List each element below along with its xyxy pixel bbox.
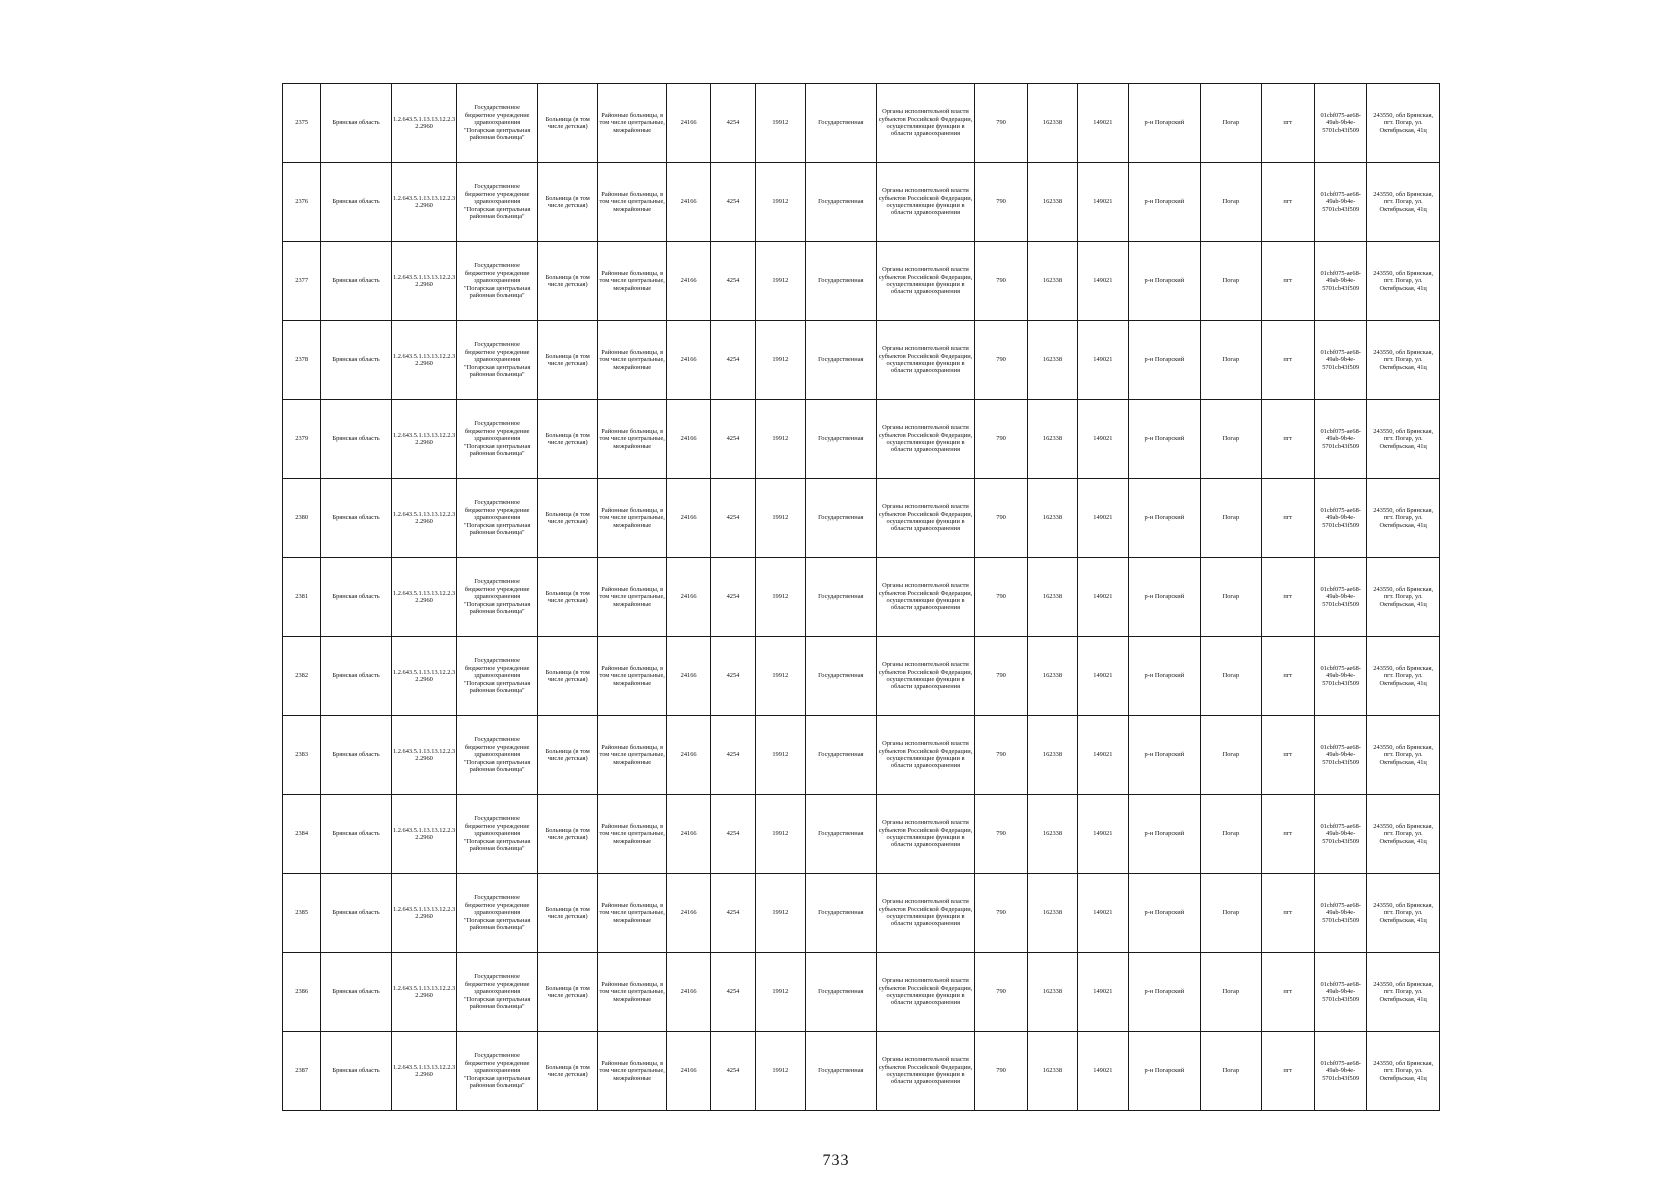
cell-subtype: Районные больницы, в том числе центральные, межрайонные: [598, 479, 667, 558]
table-row: [283, 637, 1440, 716]
cell-code-b: 4254: [711, 795, 755, 874]
cell-code: 1.2.643.5.1.13.13.12.2.32.2960: [391, 1032, 457, 1111]
cell-code: 1.2.643.5.1.13.13.12.2.32.2960: [391, 953, 457, 1032]
cell-region: Брянская область: [321, 1032, 392, 1111]
cell-guid: 01cbf075-ae68-49ab-9b4e-5701cb43f509: [1314, 163, 1366, 242]
cell-district: р-н Погарский: [1128, 558, 1201, 637]
cell-ownership: Государственная: [806, 1032, 877, 1111]
cell-locality-type: пгт: [1261, 163, 1314, 242]
cell-ownership: Государственная: [806, 84, 877, 163]
cell-district: р-н Погарский: [1128, 84, 1201, 163]
cell-code-f: 149021: [1078, 874, 1128, 953]
cell-region: Брянская область: [321, 479, 392, 558]
table-row: [283, 479, 1440, 558]
cell-region: Брянская область: [321, 242, 392, 321]
cell-org-type: Больница (в том числе детская): [537, 400, 597, 479]
cell-code-a: 24166: [666, 558, 710, 637]
cell-code-c: 19912: [755, 321, 805, 400]
cell-code-c: 19912: [755, 716, 805, 795]
cell-code-d: 790: [975, 321, 1027, 400]
cell-org-name: Государственное бюджетное учреждение здравоохранения "Погарская центральная районная больница": [457, 716, 538, 795]
row-number: 2375: [283, 84, 321, 163]
registry-table: [282, 83, 1440, 1111]
cell-ownership: Государственная: [806, 242, 877, 321]
cell-code-d: 790: [975, 84, 1027, 163]
cell-org-type: Больница (в том числе детская): [537, 321, 597, 400]
cell-code-b: 4254: [711, 84, 755, 163]
cell-authority: Органы исполнительной власти субъектов Российской Федерации, осуществляющие функции в области здравоохранения: [876, 953, 975, 1032]
cell-region: Брянская область: [321, 321, 392, 400]
cell-authority: Органы исполнительной власти субъектов Российской Федерации, осуществляющие функции в области здравоохранения: [876, 716, 975, 795]
cell-authority: Органы исполнительной власти субъектов Российской Федерации, осуществляющие функции в области здравоохранения: [876, 479, 975, 558]
cell-org-name: Государственное бюджетное учреждение здравоохранения "Погарская центральная районная больница": [457, 242, 538, 321]
cell-code-d: 790: [975, 242, 1027, 321]
cell-code-d: 790: [975, 400, 1027, 479]
cell-ownership: Государственная: [806, 321, 877, 400]
cell-locality-type: пгт: [1261, 321, 1314, 400]
cell-ownership: Государственная: [806, 479, 877, 558]
table-row: [283, 874, 1440, 953]
cell-code-c: 19912: [755, 400, 805, 479]
row-number: 2378: [283, 321, 321, 400]
cell-authority: Органы исполнительной власти субъектов Российской Федерации, осуществляющие функции в области здравоохранения: [876, 242, 975, 321]
cell-org-type: Больница (в том числе детская): [537, 558, 597, 637]
cell-code-f: 149021: [1078, 558, 1128, 637]
cell-address: 243550, обл Брянская, пгт. Погар, ул. Октябрьская, 41ц: [1367, 795, 1440, 874]
cell-code-b: 4254: [711, 163, 755, 242]
cell-locality-type: пгт: [1261, 400, 1314, 479]
cell-region: Брянская область: [321, 716, 392, 795]
cell-code-b: 4254: [711, 716, 755, 795]
cell-ownership: Государственная: [806, 163, 877, 242]
cell-code-a: 24166: [666, 716, 710, 795]
cell-code-a: 24166: [666, 479, 710, 558]
cell-code-f: 149021: [1078, 1032, 1128, 1111]
cell-locality-type: пгт: [1261, 1032, 1314, 1111]
cell-locality: Погар: [1201, 558, 1261, 637]
cell-subtype: Районные больницы, в том числе центральные, межрайонные: [598, 1032, 667, 1111]
cell-code-e: 162338: [1027, 242, 1077, 321]
cell-locality: Погар: [1201, 163, 1261, 242]
cell-address: 243550, обл Брянская, пгт. Погар, ул. Октябрьская, 41ц: [1367, 242, 1440, 321]
cell-code-c: 19912: [755, 558, 805, 637]
cell-district: р-н Погарский: [1128, 637, 1201, 716]
cell-subtype: Районные больницы, в том числе центральные, межрайонные: [598, 84, 667, 163]
cell-authority: Органы исполнительной власти субъектов Российской Федерации, осуществляющие функции в области здравоохранения: [876, 795, 975, 874]
cell-subtype: Районные больницы, в том числе центральные, межрайонные: [598, 163, 667, 242]
cell-district: р-н Погарский: [1128, 716, 1201, 795]
cell-address: 243550, обл Брянская, пгт. Погар, ул. Октябрьская, 41ц: [1367, 163, 1440, 242]
cell-locality-type: пгт: [1261, 874, 1314, 953]
cell-guid: 01cbf075-ae68-49ab-9b4e-5701cb43f509: [1314, 84, 1366, 163]
cell-code: 1.2.643.5.1.13.13.12.2.32.2960: [391, 84, 457, 163]
cell-district: р-н Погарский: [1128, 242, 1201, 321]
table-row: [283, 84, 1440, 163]
cell-org-name: Государственное бюджетное учреждение здравоохранения "Погарская центральная районная больница": [457, 795, 538, 874]
cell-org-type: Больница (в том числе детская): [537, 637, 597, 716]
cell-code-a: 24166: [666, 953, 710, 1032]
cell-region: Брянская область: [321, 795, 392, 874]
table-row: [283, 795, 1440, 874]
cell-code: 1.2.643.5.1.13.13.12.2.32.2960: [391, 400, 457, 479]
cell-locality: Погар: [1201, 84, 1261, 163]
cell-district: р-н Погарский: [1128, 479, 1201, 558]
cell-code-f: 149021: [1078, 163, 1128, 242]
cell-code-c: 19912: [755, 242, 805, 321]
cell-org-name: Государственное бюджетное учреждение здравоохранения "Погарская центральная районная больница": [457, 953, 538, 1032]
cell-guid: 01cbf075-ae68-49ab-9b4e-5701cb43f509: [1314, 637, 1366, 716]
cell-code-a: 24166: [666, 321, 710, 400]
cell-code: 1.2.643.5.1.13.13.12.2.32.2960: [391, 321, 457, 400]
cell-code-b: 4254: [711, 637, 755, 716]
table-row: [283, 953, 1440, 1032]
cell-district: р-н Погарский: [1128, 1032, 1201, 1111]
table-row: [283, 1032, 1440, 1111]
cell-address: 243550, обл Брянская, пгт. Погар, ул. Октябрьская, 41ц: [1367, 479, 1440, 558]
cell-district: р-н Погарский: [1128, 163, 1201, 242]
cell-authority: Органы исполнительной власти субъектов Российской Федерации, осуществляющие функции в области здравоохранения: [876, 321, 975, 400]
cell-region: Брянская область: [321, 400, 392, 479]
cell-locality-type: пгт: [1261, 242, 1314, 321]
registry-rows: [283, 84, 1440, 1111]
cell-code-c: 19912: [755, 637, 805, 716]
cell-org-type: Больница (в том числе детская): [537, 163, 597, 242]
cell-guid: 01cbf075-ae68-49ab-9b4e-5701cb43f509: [1314, 558, 1366, 637]
cell-code-b: 4254: [711, 953, 755, 1032]
cell-code-f: 149021: [1078, 479, 1128, 558]
cell-locality: Погар: [1201, 479, 1261, 558]
cell-locality: Погар: [1201, 795, 1261, 874]
row-number: 2380: [283, 479, 321, 558]
table-row: [283, 400, 1440, 479]
cell-code-e: 162338: [1027, 637, 1077, 716]
cell-code-b: 4254: [711, 874, 755, 953]
cell-guid: 01cbf075-ae68-49ab-9b4e-5701cb43f509: [1314, 400, 1366, 479]
cell-code-f: 149021: [1078, 321, 1128, 400]
cell-code-a: 24166: [666, 242, 710, 321]
cell-locality-type: пгт: [1261, 716, 1314, 795]
cell-address: 243550, обл Брянская, пгт. Погар, ул. Октябрьская, 41ц: [1367, 716, 1440, 795]
registry-sheet: [282, 83, 1440, 1111]
table-row: [283, 163, 1440, 242]
cell-code-e: 162338: [1027, 953, 1077, 1032]
cell-code-d: 790: [975, 953, 1027, 1032]
cell-address: 243550, обл Брянская, пгт. Погар, ул. Октябрьская, 41ц: [1367, 558, 1440, 637]
cell-code-d: 790: [975, 1032, 1027, 1111]
cell-code: 1.2.643.5.1.13.13.12.2.32.2960: [391, 637, 457, 716]
cell-code: 1.2.643.5.1.13.13.12.2.32.2960: [391, 558, 457, 637]
cell-district: р-н Погарский: [1128, 400, 1201, 479]
cell-code: 1.2.643.5.1.13.13.12.2.32.2960: [391, 874, 457, 953]
row-number: 2379: [283, 400, 321, 479]
cell-org-name: Государственное бюджетное учреждение здравоохранения "Погарская центральная районная больница": [457, 400, 538, 479]
cell-ownership: Государственная: [806, 637, 877, 716]
table-row: [283, 321, 1440, 400]
cell-subtype: Районные больницы, в том числе центральные, межрайонные: [598, 321, 667, 400]
cell-code-c: 19912: [755, 874, 805, 953]
cell-code-e: 162338: [1027, 479, 1077, 558]
cell-code-f: 149021: [1078, 400, 1128, 479]
cell-locality: Погар: [1201, 716, 1261, 795]
cell-code-a: 24166: [666, 1032, 710, 1111]
cell-district: р-н Погарский: [1128, 953, 1201, 1032]
table-row: [283, 242, 1440, 321]
cell-region: Брянская область: [321, 84, 392, 163]
cell-org-name: Государственное бюджетное учреждение здравоохранения "Погарская центральная районная больница": [457, 637, 538, 716]
cell-code-e: 162338: [1027, 874, 1077, 953]
cell-subtype: Районные больницы, в том числе центральные, межрайонные: [598, 953, 667, 1032]
cell-code-d: 790: [975, 795, 1027, 874]
table-row: [283, 558, 1440, 637]
cell-code-d: 790: [975, 874, 1027, 953]
cell-code-b: 4254: [711, 321, 755, 400]
cell-region: Брянская область: [321, 953, 392, 1032]
cell-org-type: Больница (в том числе детская): [537, 242, 597, 321]
cell-district: р-н Погарский: [1128, 874, 1201, 953]
cell-ownership: Государственная: [806, 400, 877, 479]
cell-authority: Органы исполнительной власти субъектов Российской Федерации, осуществляющие функции в области здравоохранения: [876, 163, 975, 242]
cell-ownership: Государственная: [806, 874, 877, 953]
cell-org-type: Больница (в том числе детская): [537, 716, 597, 795]
cell-subtype: Районные больницы, в том числе центральные, межрайонные: [598, 795, 667, 874]
cell-code-a: 24166: [666, 400, 710, 479]
cell-locality: Погар: [1201, 637, 1261, 716]
cell-code-b: 4254: [711, 479, 755, 558]
cell-code: 1.2.643.5.1.13.13.12.2.32.2960: [391, 242, 457, 321]
cell-code-c: 19912: [755, 953, 805, 1032]
cell-code-a: 24166: [666, 874, 710, 953]
cell-code-b: 4254: [711, 558, 755, 637]
cell-code-f: 149021: [1078, 637, 1128, 716]
cell-code-c: 19912: [755, 795, 805, 874]
cell-guid: 01cbf075-ae68-49ab-9b4e-5701cb43f509: [1314, 716, 1366, 795]
cell-locality-type: пгт: [1261, 637, 1314, 716]
cell-guid: 01cbf075-ae68-49ab-9b4e-5701cb43f509: [1314, 795, 1366, 874]
cell-locality: Погар: [1201, 400, 1261, 479]
cell-locality-type: пгт: [1261, 558, 1314, 637]
cell-address: 243550, обл Брянская, пгт. Погар, ул. Октябрьская, 41ц: [1367, 321, 1440, 400]
cell-subtype: Районные больницы, в том числе центральные, межрайонные: [598, 637, 667, 716]
cell-ownership: Государственная: [806, 953, 877, 1032]
cell-code-c: 19912: [755, 479, 805, 558]
cell-address: 243550, обл Брянская, пгт. Погар, ул. Октябрьская, 41ц: [1367, 400, 1440, 479]
cell-subtype: Районные больницы, в том числе центральные, межрайонные: [598, 558, 667, 637]
cell-guid: 01cbf075-ae68-49ab-9b4e-5701cb43f509: [1314, 479, 1366, 558]
row-number: 2382: [283, 637, 321, 716]
cell-code: 1.2.643.5.1.13.13.12.2.32.2960: [391, 163, 457, 242]
cell-code-e: 162338: [1027, 400, 1077, 479]
cell-org-type: Больница (в том числе детская): [537, 795, 597, 874]
cell-code-d: 790: [975, 163, 1027, 242]
cell-code-e: 162338: [1027, 321, 1077, 400]
cell-code-c: 19912: [755, 163, 805, 242]
cell-code-a: 24166: [666, 163, 710, 242]
cell-code-d: 790: [975, 479, 1027, 558]
cell-region: Брянская область: [321, 874, 392, 953]
cell-code-b: 4254: [711, 400, 755, 479]
cell-code-e: 162338: [1027, 84, 1077, 163]
cell-org-type: Больница (в том числе детская): [537, 479, 597, 558]
cell-code-e: 162338: [1027, 716, 1077, 795]
cell-district: р-н Погарский: [1128, 321, 1201, 400]
cell-ownership: Государственная: [806, 795, 877, 874]
cell-locality: Погар: [1201, 953, 1261, 1032]
cell-authority: Органы исполнительной власти субъектов Российской Федерации, осуществляющие функции в области здравоохранения: [876, 400, 975, 479]
cell-code-a: 24166: [666, 637, 710, 716]
cell-locality: Погар: [1201, 874, 1261, 953]
cell-subtype: Районные больницы, в том числе центральные, межрайонные: [598, 242, 667, 321]
cell-code-c: 19912: [755, 1032, 805, 1111]
cell-code: 1.2.643.5.1.13.13.12.2.32.2960: [391, 479, 457, 558]
cell-code: 1.2.643.5.1.13.13.12.2.32.2960: [391, 795, 457, 874]
row-number: 2386: [283, 953, 321, 1032]
cell-authority: Органы исполнительной власти субъектов Российской Федерации, осуществляющие функции в области здравоохранения: [876, 637, 975, 716]
cell-code-d: 790: [975, 716, 1027, 795]
row-number: 2383: [283, 716, 321, 795]
cell-code-f: 149021: [1078, 242, 1128, 321]
cell-org-type: Больница (в том числе детская): [537, 1032, 597, 1111]
cell-authority: Органы исполнительной власти субъектов Российской Федерации, осуществляющие функции в области здравоохранения: [876, 874, 975, 953]
cell-authority: Органы исполнительной власти субъектов Российской Федерации, осуществляющие функции в области здравоохранения: [876, 1032, 975, 1111]
cell-code-b: 4254: [711, 1032, 755, 1111]
cell-address: 243550, обл Брянская, пгт. Погар, ул. Октябрьская, 41ц: [1367, 1032, 1440, 1111]
cell-locality-type: пгт: [1261, 953, 1314, 1032]
cell-ownership: Государственная: [806, 558, 877, 637]
cell-code-d: 790: [975, 637, 1027, 716]
cell-code-e: 162338: [1027, 163, 1077, 242]
cell-code-e: 162338: [1027, 1032, 1077, 1111]
row-number: 2384: [283, 795, 321, 874]
row-number: 2376: [283, 163, 321, 242]
cell-authority: Органы исполнительной власти субъектов Российской Федерации, осуществляющие функции в области здравоохранения: [876, 84, 975, 163]
cell-org-name: Государственное бюджетное учреждение здравоохранения "Погарская центральная районная больница": [457, 1032, 538, 1111]
row-number: 2387: [283, 1032, 321, 1111]
cell-locality-type: пгт: [1261, 795, 1314, 874]
cell-guid: 01cbf075-ae68-49ab-9b4e-5701cb43f509: [1314, 321, 1366, 400]
cell-address: 243550, обл Брянская, пгт. Погар, ул. Октябрьская, 41ц: [1367, 953, 1440, 1032]
cell-code-c: 19912: [755, 84, 805, 163]
cell-org-name: Государственное бюджетное учреждение здравоохранения "Погарская центральная районная больница": [457, 558, 538, 637]
cell-code-f: 149021: [1078, 716, 1128, 795]
row-number: 2385: [283, 874, 321, 953]
cell-org-name: Государственное бюджетное учреждение здравоохранения "Погарская центральная районная больница": [457, 163, 538, 242]
cell-region: Брянская область: [321, 637, 392, 716]
cell-locality: Погар: [1201, 1032, 1261, 1111]
cell-guid: 01cbf075-ae68-49ab-9b4e-5701cb43f509: [1314, 953, 1366, 1032]
cell-address: 243550, обл Брянская, пгт. Погар, ул. Октябрьская, 41ц: [1367, 84, 1440, 163]
row-number: 2377: [283, 242, 321, 321]
cell-org-type: Больница (в том числе детская): [537, 874, 597, 953]
cell-guid: 01cbf075-ae68-49ab-9b4e-5701cb43f509: [1314, 1032, 1366, 1111]
cell-subtype: Районные больницы, в том числе центральные, межрайонные: [598, 716, 667, 795]
cell-address: 243550, обл Брянская, пгт. Погар, ул. Октябрьская, 41ц: [1367, 637, 1440, 716]
cell-guid: 01cbf075-ae68-49ab-9b4e-5701cb43f509: [1314, 874, 1366, 953]
cell-address: 243550, обл Брянская, пгт. Погар, ул. Октябрьская, 41ц: [1367, 874, 1440, 953]
page-number: 733: [822, 1152, 850, 1169]
cell-code-f: 149021: [1078, 953, 1128, 1032]
cell-code-d: 790: [975, 558, 1027, 637]
cell-code-e: 162338: [1027, 795, 1077, 874]
cell-code-f: 149021: [1078, 795, 1128, 874]
cell-region: Брянская область: [321, 558, 392, 637]
cell-authority: Органы исполнительной власти субъектов Российской Федерации, осуществляющие функции в области здравоохранения: [876, 558, 975, 637]
cell-subtype: Районные больницы, в том числе центральные, межрайонные: [598, 400, 667, 479]
cell-locality-type: пгт: [1261, 479, 1314, 558]
cell-org-type: Больница (в том числе детская): [537, 84, 597, 163]
cell-locality: Погар: [1201, 321, 1261, 400]
cell-code-a: 24166: [666, 795, 710, 874]
cell-org-name: Государственное бюджетное учреждение здравоохранения "Погарская центральная районная больница": [457, 321, 538, 400]
cell-subtype: Районные больницы, в том числе центральные, межрайонные: [598, 874, 667, 953]
cell-region: Брянская область: [321, 163, 392, 242]
cell-code-f: 149021: [1078, 84, 1128, 163]
cell-code-e: 162338: [1027, 558, 1077, 637]
cell-district: р-н Погарский: [1128, 795, 1201, 874]
cell-org-name: Государственное бюджетное учреждение здравоохранения "Погарская центральная районная больница": [457, 84, 538, 163]
table-row: [283, 716, 1440, 795]
cell-org-name: Государственное бюджетное учреждение здравоохранения "Погарская центральная районная больница": [457, 479, 538, 558]
cell-code: 1.2.643.5.1.13.13.12.2.32.2960: [391, 716, 457, 795]
row-number: 2381: [283, 558, 321, 637]
cell-org-name: Государственное бюджетное учреждение здравоохранения "Погарская центральная районная больница": [457, 874, 538, 953]
cell-locality-type: пгт: [1261, 84, 1314, 163]
cell-code-b: 4254: [711, 242, 755, 321]
cell-ownership: Государственная: [806, 716, 877, 795]
cell-code-a: 24166: [666, 84, 710, 163]
cell-locality: Погар: [1201, 242, 1261, 321]
cell-org-type: Больница (в том числе детская): [537, 953, 597, 1032]
cell-guid: 01cbf075-ae68-49ab-9b4e-5701cb43f509: [1314, 242, 1366, 321]
